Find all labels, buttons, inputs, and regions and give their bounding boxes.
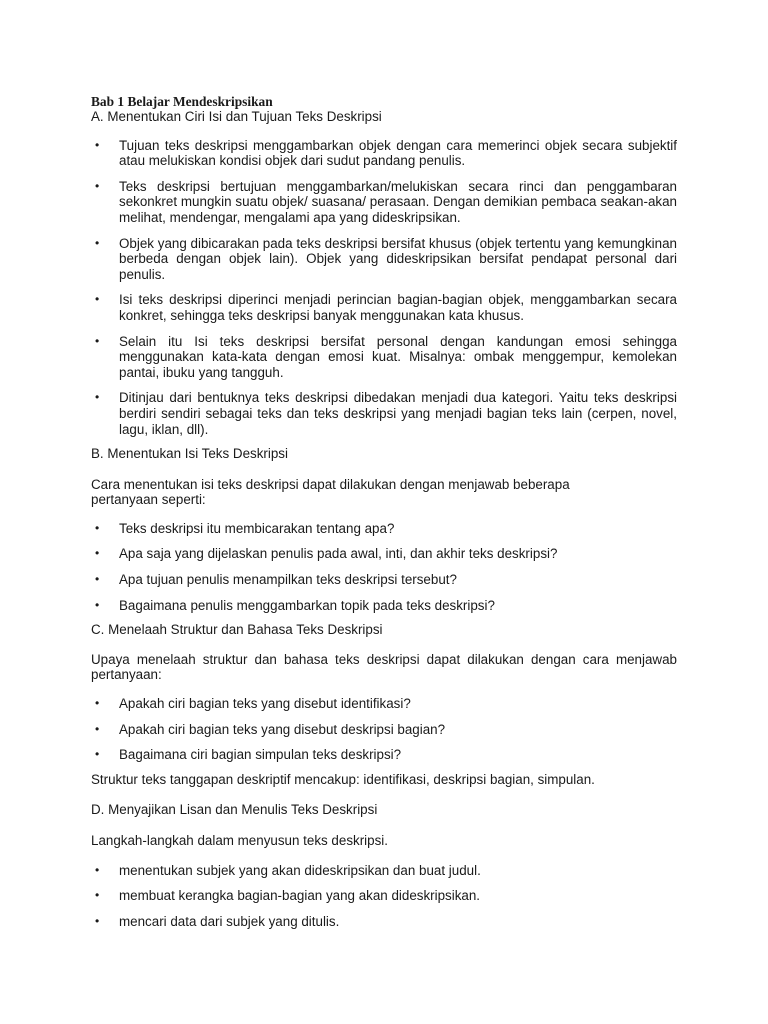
document-body: [91, 94, 677, 929]
section-c-heading: C. Menelaah Struktur dan Bahasa Teks Deskripsi: [91, 622, 383, 638]
list-item: • Objek yang dibicarakan pada teks deskripsi bersifat khusus (objek tertentu yang kemungkinan berbeda dengan objek lain). Objek yang dideskripsikan bersifat pendapat personal dari penulis.: [91, 236, 677, 283]
section-b-list: [91, 521, 677, 613]
section-c-outro: Struktur teks tanggapan deskriptif mencakup: identifikasi, deskripsi bagian, simpulan.: [91, 771, 595, 787]
list-item: • Bagaimana penulis menggambarkan topik pada teks deskripsi?: [91, 598, 677, 614]
section-c-list: [91, 696, 677, 763]
section-b-intro: Cara menentukan isi teks deskripsi dapat dilakukan dengan menjawab beberapa pertanyaan seperti:: [91, 476, 570, 508]
list-item: • Tujuan teks deskripsi menggambarkan objek dengan cara memerinci objek secara subjektif atau melukiskan kondisi objek dari sudut pandang penulis.: [91, 138, 677, 169]
section-b-heading: B. Menentukan Isi Teks Deskripsi: [91, 446, 288, 462]
list-item: • menentukan subjek yang akan dideskripsikan dan buat judul.: [91, 863, 677, 879]
list-item: • Ditinjau dari bentuknya teks deskripsi dibedakan menjadi dua kategori. Yaitu teks deskripsi berdiri sendiri sebagai teks dan teks deskripsi yang menjadi bagian teks lain (cerpen, novel, lagu, iklan, dll).: [91, 390, 677, 437]
list-item: • membuat kerangka bagian-bagian yang akan dideskripsikan.: [91, 888, 677, 904]
section-d-heading: D. Menyajikan Lisan dan Menulis Teks Deskripsi: [91, 802, 378, 818]
section-a-list: [91, 138, 677, 438]
section-a-heading: A. Menentukan Ciri Isi dan Tujuan Teks Deskripsi: [91, 109, 382, 124]
list-item: • Selain itu Isi teks deskripsi bersifat personal dengan kandungan emosi sehingga menggunakan kata-kata dengan emosi kuat. Misalnya: ombak menggempur, kemolekan pantai, ibuku yang tangguh.: [91, 334, 677, 381]
list-item: • Teks deskripsi bertujuan menggambarkan/melukiskan secara rinci dan penggambaran sekonkret mungkin suatu objek/ suasana/ perasaan. Dengan demikian pembaca seakan-akan melihat, mendengar, mengalami apa yang dideskripsikan.: [91, 179, 677, 226]
list-item: • Apa saja yang dijelaskan penulis pada awal, inti, dan akhir teks deskripsi?: [91, 546, 677, 562]
section-d-list: [91, 863, 677, 930]
list-item: • Teks deskripsi itu membicarakan tentang apa?: [91, 521, 677, 537]
list-item: • Bagaimana ciri bagian simpulan teks deskripsi?: [91, 747, 677, 763]
list-item: • Apa tujuan penulis menampilkan teks deskripsi tersebut?: [91, 572, 677, 588]
list-item: • mencari data dari subjek yang ditulis.: [91, 914, 677, 930]
section-c-intro: Upaya menelaah struktur dan bahasa teks deskripsi dapat dilakukan dengan cara menjawab pertanyaan:: [91, 651, 677, 683]
section-d-intro: Langkah-langkah dalam menyusun teks deskripsi.: [91, 833, 388, 848]
list-item: • Apakah ciri bagian teks yang disebut deskripsi bagian?: [91, 722, 677, 738]
list-item: • Isi teks deskripsi diperinci menjadi perincian bagian-bagian objek, menggambarkan secara konkret, sehingga teks deskripsi banyak menggunakan kata khusus.: [91, 292, 677, 323]
list-item: • Apakah ciri bagian teks yang disebut identifikasi?: [91, 696, 677, 712]
chapter-title: Bab 1 Belajar Mendeskripsikan: [91, 94, 273, 109]
